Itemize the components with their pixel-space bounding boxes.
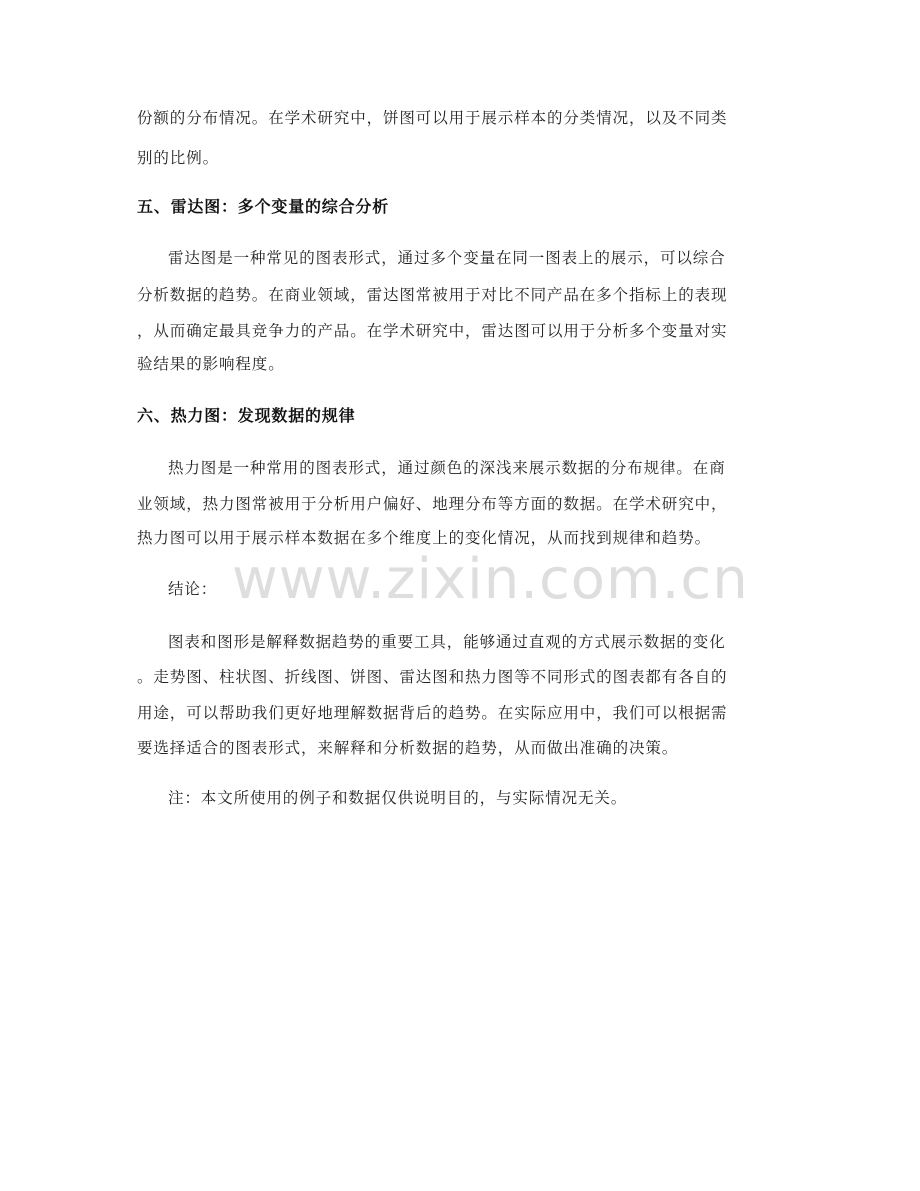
- section5-line-3: ，从而确定最具竞争力的产品。在学术研究中，雷达图可以用于分析多个变量对实: [137, 322, 728, 340]
- section5-heading: 五、雷达图：多个变量的综合分析: [137, 197, 390, 216]
- section6-line-3: 热力图可以用于展示样本数据在多个维度上的变化情况，从而找到规律和趋势。: [137, 529, 712, 547]
- conclusion-line-3: 用途，可以帮助我们更好地理解数据背后的趋势。在实际应用中，我们可以根据需: [137, 704, 728, 722]
- section5-line-4: 验结果的影响程度。: [137, 355, 285, 373]
- section6-line-1: 热力图是一种常用的图表形式，通过颜色的深浅来展示数据的分布规律。在商: [168, 459, 726, 477]
- watermark: www.zixin.com.cn: [232, 547, 749, 612]
- footnote: 注：本文所使用的例子和数据仅供说明目的，与实际情况无关。: [168, 789, 628, 807]
- section5-line-2: 分析数据的趋势。在商业领域，雷达图常被用于对比不同产品在多个指标上的表现: [137, 286, 728, 304]
- conclusion-line-4: 要选择适合的图表形式，来解释和分析数据的趋势，从而做出准确的决策。: [137, 739, 679, 757]
- conclusion-label: 结论：: [168, 580, 218, 598]
- conclusion-line-1: 图表和图形是解释数据趋势的重要工具，能够通过直观的方式展示数据的变化: [168, 633, 726, 651]
- conclusion-line-2: 。走势图、柱状图、折线图、饼图、雷达图和热力图等不同形式的图表都有各自的: [137, 668, 728, 686]
- section6-heading: 六、热力图：发现数据的规律: [137, 406, 356, 425]
- section5-line-1: 雷达图是一种常见的图表形式，通过多个变量在同一图表上的展示，可以综合: [168, 249, 726, 267]
- intro-line-2: 别的比例。: [137, 149, 220, 167]
- section6-line-2: 业领域，热力图常被用于分析用户偏好、地理分布等方面的数据。在学术研究中，: [137, 495, 728, 513]
- intro-line-1: 份额的分布情况。在学术研究中，饼图可以用于展示样本的分类情况，以及不同类: [137, 109, 728, 127]
